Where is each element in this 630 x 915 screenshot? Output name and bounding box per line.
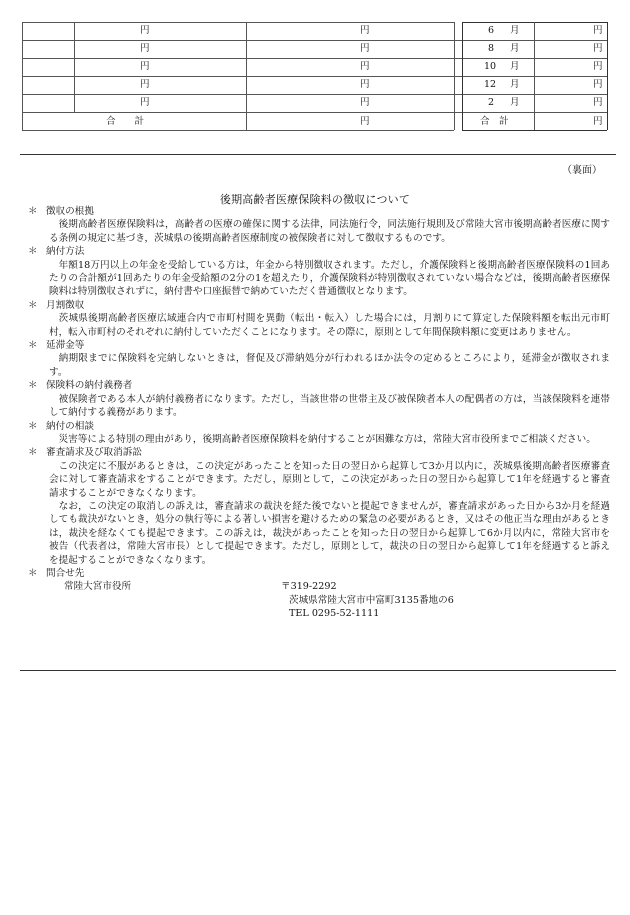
bullet-mark: ＊	[28, 206, 38, 217]
paragraph: 被保険者である本人が納付義務者になります。ただし，当該世帯の世帯主及び被保険者本人の配偶者の方は，当該保険料を連帯して納付する義務があります。	[49, 393, 610, 419]
bullet-mark: ＊	[28, 246, 38, 258]
section-heading	[24, 339, 614, 352]
month-number: 10	[484, 61, 497, 72]
table-rule	[22, 130, 454, 131]
document-title: 後期高齢者医療保険料の徴収について	[219, 193, 411, 206]
month-unit: 月	[510, 97, 520, 108]
yen-label: 円	[360, 116, 370, 127]
month-unit: 月	[510, 25, 520, 36]
table-rule	[454, 22, 455, 130]
yen-label: 円	[140, 25, 150, 36]
reverse-side-label: （裏面）	[562, 165, 602, 176]
table-rule	[534, 22, 535, 130]
month-number: 6	[488, 25, 495, 36]
table-rule	[462, 130, 607, 131]
table-rule	[22, 112, 607, 113]
section-body	[24, 218, 614, 245]
month-number: 8	[488, 43, 495, 54]
heading-text: 問合せ先	[46, 567, 85, 579]
payment-table	[22, 22, 607, 130]
yen-label: 円	[593, 116, 603, 127]
heading-text: 審査請求及び取消訴訟	[46, 447, 142, 459]
section-heading	[24, 205, 614, 218]
yen-label: 円	[360, 97, 370, 108]
section-heading	[24, 420, 614, 433]
month-unit: 月	[510, 43, 520, 54]
heading-text: 保険料の納付義務者	[46, 380, 133, 392]
section-body	[24, 460, 614, 567]
paragraph: 災害等による特別の理由があり，後期高齢者医療保険料を納付することが困難な方は，常陸大宮市役所までご相談ください。	[58, 433, 596, 445]
yen-label: 円	[593, 79, 603, 90]
table-rule	[607, 22, 608, 130]
heading-text: 徴収の根拠	[46, 206, 94, 217]
total-label: 合 計	[106, 116, 145, 127]
month-unit: 月	[510, 79, 520, 90]
heading-text: 納付の相談	[46, 420, 94, 432]
section-body	[24, 312, 614, 339]
street-address: 茨城県常陸大宮市中富町3135番地の6	[289, 594, 454, 606]
yen-label: 円	[593, 61, 603, 72]
paragraph: この決定に不服があるときは，この決定があったことを知った日の翌日から起算して3か月以内に，茨城県後期高齢者医療審査会に対して審査請求をすることができます。ただし，原則として，この決定があった日の翌日から起算して1年を経過すると審査請求することができなくなります。	[49, 460, 610, 499]
table-rule	[22, 40, 607, 41]
heading-text: 月割徴収	[46, 299, 85, 311]
section-heading	[24, 379, 614, 392]
paragraph: 年額18万円以上の年金を受給している方は，年金から特別徴収されます。ただし，介護保険料と後期高齢者医療保険料の1回あたりの合計額が1回あたりの年金受給額の2分の1を超えたり，介護保険料が特別徴収されていない場合などは，後期高齢者医療保険料は特別徴収されずに，納付書や口座振替で納めていただく普通徴収となります。	[49, 259, 610, 298]
section-divider	[20, 154, 616, 155]
yen-label: 円	[140, 43, 150, 54]
yen-label: 円	[593, 97, 603, 108]
document-body	[24, 205, 614, 622]
paragraph: なお，この決定の取消しの訴えは，審査請求の裁決を経た後でないと提起できませんが，審査請求があった日から3か月を経過しても裁決がないとき，処分の執行等による著しい損害を避けるための緊急の必要があるとき，又はその他正当な理由があるときは，裁決を経なくても提起できます。この訴えは，裁決があったことを知った日の翌日から起算して6か月以内に，常陸大宮市を被告（代表者は，常陸大宮市長）として提起できます。ただし，原則として，裁決の日の翌日から起算して1年を経過すると訴えを提起することができなくなります。	[49, 500, 610, 566]
bullet-mark: ＊	[28, 299, 38, 311]
bullet-mark: ＊	[28, 447, 38, 459]
bullet-mark: ＊	[28, 340, 38, 352]
yen-label: 円	[360, 43, 370, 54]
yen-label: 円	[360, 25, 370, 36]
yen-label: 円	[140, 61, 150, 72]
table-rule	[22, 22, 454, 23]
heading-text: 納付方法	[46, 246, 85, 258]
month-number: 2	[488, 97, 495, 108]
section-heading	[24, 245, 614, 258]
table-rule	[22, 22, 23, 130]
phone-number: TEL 0295-52-1111	[289, 608, 380, 620]
table-rule	[74, 22, 75, 112]
table-rule	[246, 22, 247, 130]
section-body	[24, 433, 614, 446]
table-rule	[22, 76, 607, 77]
yen-label: 円	[593, 25, 603, 36]
paragraph: 茨城県後期高齢者医療広域連合内で市町村間を異動（転出・転入）した場合には，月割りにて算定した保険料額を転出元市町村，転入市町村のそれぞれに納付していただくことになります。その際に，原則として年間保険料額に変更はありません。	[49, 313, 610, 338]
bullet-mark: ＊	[28, 420, 38, 432]
section-body	[24, 352, 614, 379]
table-rule	[462, 22, 463, 130]
section-divider	[20, 670, 616, 671]
table-rule	[22, 94, 607, 95]
section-body	[24, 393, 614, 420]
contact-address	[281, 580, 454, 620]
table-rule	[22, 58, 607, 59]
section-heading	[24, 446, 614, 459]
section-heading	[24, 567, 614, 580]
contact-office: 常陸大宮市役所	[64, 581, 132, 593]
bullet-mark: ＊	[28, 380, 38, 392]
yen-label: 円	[360, 61, 370, 72]
month-unit: 月	[510, 61, 520, 72]
postal-code: 〒319-2292	[281, 581, 337, 593]
yen-label: 円	[593, 43, 603, 54]
paragraph: 納期限までに保険料を完納しないときは，督促及び滞納処分が行われるほか法令の定めるところにより，延滞金が徴収されます。	[49, 353, 610, 378]
yen-label: 円	[140, 97, 150, 108]
heading-text: 延滞金等	[46, 340, 85, 352]
contact-block	[24, 580, 614, 622]
section-heading	[24, 299, 614, 312]
bullet-mark: ＊	[28, 567, 38, 579]
month-number: 12	[484, 79, 497, 90]
yen-label: 円	[140, 79, 150, 90]
yen-label: 円	[360, 79, 370, 90]
paragraph: 後期高齢者医療保険料は，高齢者の医療の確保に関する法律，同法施行令，同法施行規則及び常陸大宮市後期高齢者医療に関する条例の規定に基づき，茨城県の後期高齢者医療制度の被保険者に対して徴収するものです。	[49, 219, 610, 244]
section-body	[24, 259, 614, 299]
total-label: 合 計	[480, 116, 509, 127]
